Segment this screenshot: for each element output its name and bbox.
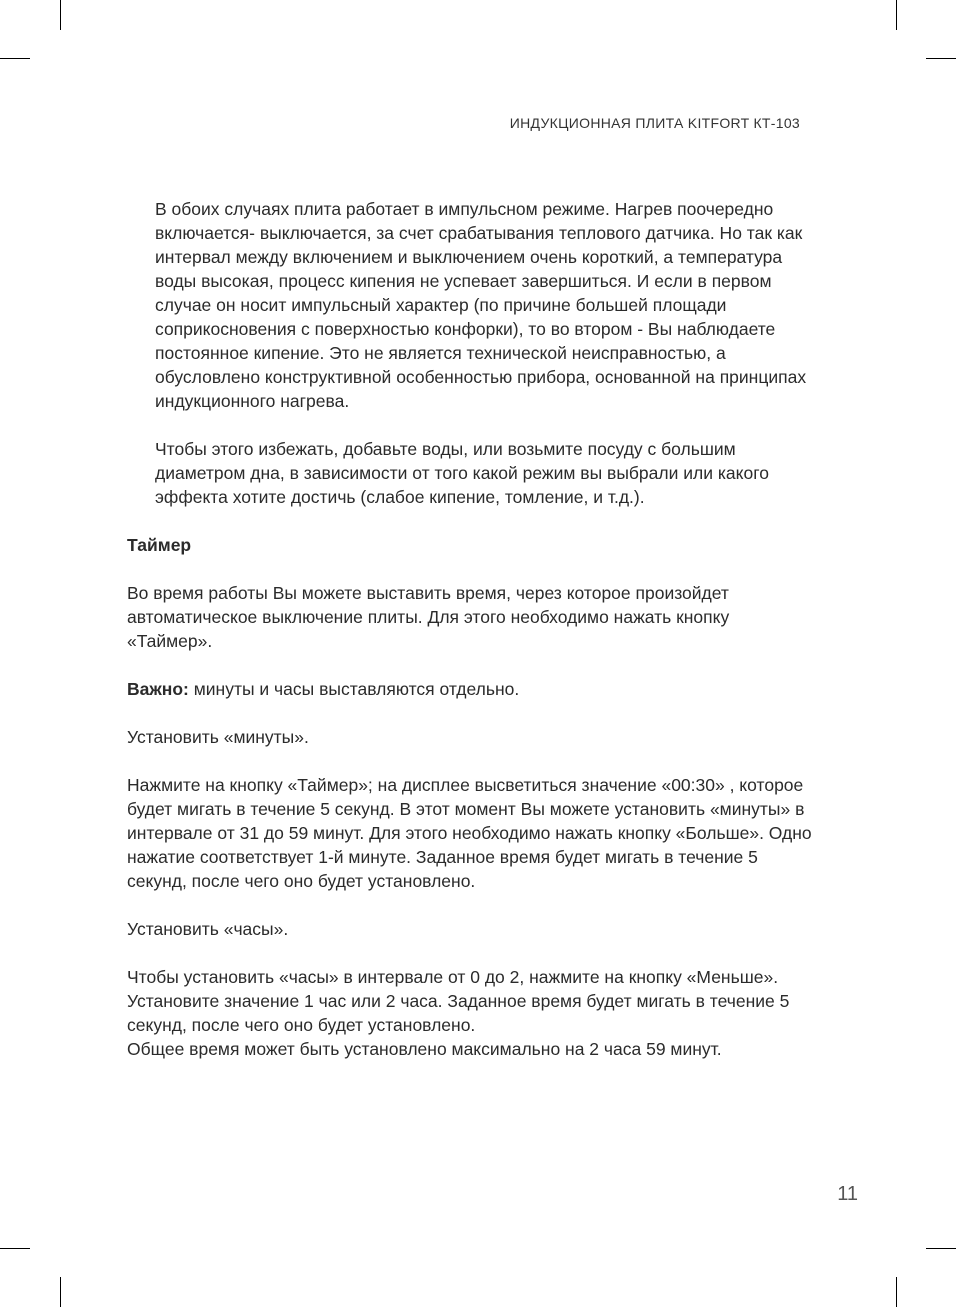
important-note	[127, 677, 817, 701]
timer-intro-paragraph: Во время работы Вы можете выставить время, через которое произойдет автоматическое выключение плиты. Для этого необходимо нажать кнопку «Таймер».	[127, 583, 730, 651]
set-minutes-paragraph: Нажмите на кнопку «Таймер»; на дисплее высветиться значение «00:30» , которое будет мигать в течение 5 секунд. В этот момент Вы можете установить «минуты» в интервале от 31 до 59 минут. Для этого необходимо нажать кнопку «Больше». Одно нажатие соответствует 1-й минуте. Заданное время будет мигать в течение 5 секунд, после чего оно будет установлено.	[127, 775, 812, 891]
timer-heading: Таймер	[127, 535, 192, 555]
boiling-explanation-paragraph: В обоих случаях плита работает в импульсном режиме. Нагрев поочередно включается- выключается, за счет срабатывания теплового датчика. Но так как интервал между включением и выключением очень короткий, а температура воды высокая, процесс кипения не успевает завершиться. И если в первом случае он носит импульсный характер (по причине большей площади соприкосновения с поверхностью конфорки), то во втором - Вы наблюдаете постоянное кипение. Это не является технической неисправностью, а обусловлено конструктивной особенностью прибора, основанной на принципах индукционного нагрева.	[155, 199, 807, 411]
page-content	[127, 197, 817, 1085]
set-minutes-label: Установить «минуты».	[127, 727, 309, 747]
crop-mark-top-right-horizontal	[926, 58, 956, 59]
crop-mark-bottom-left-vertical	[60, 1277, 61, 1307]
crop-mark-bottom-right-horizontal	[926, 1248, 956, 1249]
important-label: Важно:	[127, 679, 189, 699]
total-time-paragraph: Общее время может быть установлено максимально на 2 часа 59 минут.	[127, 1039, 722, 1059]
crop-mark-bottom-left-horizontal	[0, 1248, 30, 1249]
set-hours-label: Установить «часы».	[127, 919, 289, 939]
crop-mark-bottom-right-vertical	[896, 1277, 897, 1307]
important-text: минуты и часы выставляются отдельно.	[188, 679, 520, 699]
page-number: 11	[837, 1183, 858, 1205]
set-hours-paragraph: Чтобы установить «часы» в интервале от 0 до 2, нажмите на кнопку «Меньше». Установите значение 1 час или 2 часа. Заданное время будет мигать в течение 5 секунд, после чего оно будет установлено.	[127, 967, 790, 1035]
crop-mark-top-left-horizontal	[0, 58, 30, 59]
boiling-advice-paragraph: Чтобы этого избежать, добавьте воды, или возьмите посуду с большим диаметром дна, в зависимости от того какой режим вы выбрали или какого эффекта хотите достичь (слабое кипение, томление, и т.д.).	[155, 439, 769, 507]
running-header: ИНДУКЦИОННАЯ ПЛИТА KITFORT КТ-103	[509, 115, 800, 131]
crop-mark-top-left-vertical	[60, 0, 61, 30]
crop-mark-top-right-vertical	[896, 0, 897, 30]
